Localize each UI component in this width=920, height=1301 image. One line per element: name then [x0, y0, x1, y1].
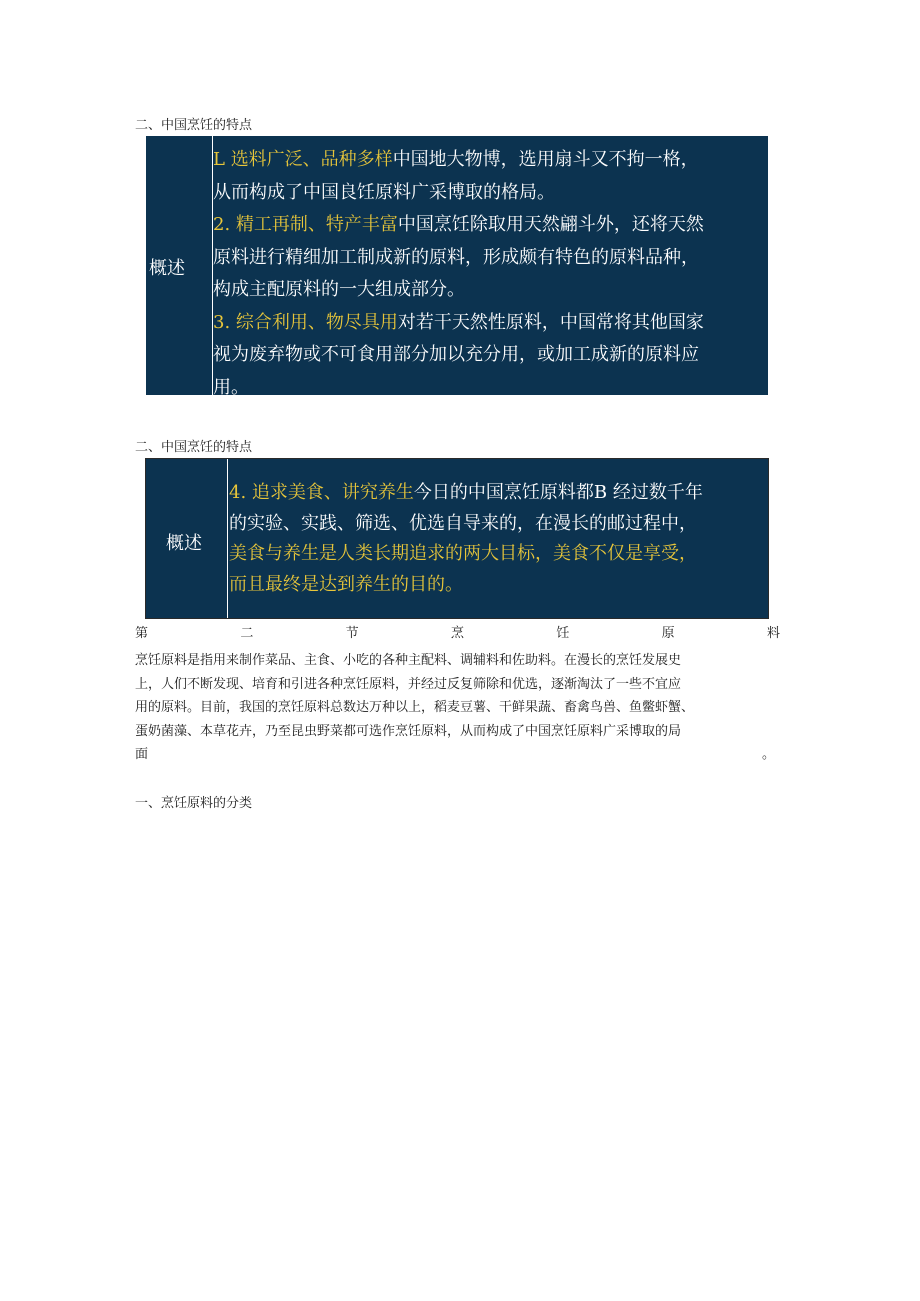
- paragraph-line: 烹饪原料是指用来制作菜品、主食、小吃的各种主配料、调辅料和佐助料。在漫长的烹饪发展史: [135, 653, 682, 668]
- section-title: [135, 624, 780, 643]
- section-title-char: 节: [345, 626, 359, 641]
- panel-side-label: 概述: [166, 533, 202, 554]
- panel-line: [213, 274, 704, 307]
- item-text: 中国烹饪除取用天然翩斗外，还将天然: [397, 214, 704, 235]
- item-inline-letter: B: [593, 482, 613, 503]
- section-heading-1: 二、中国烹饪的特点: [135, 118, 253, 133]
- item-text: 构成主配原料的一大组成部分。: [213, 279, 465, 300]
- item-highlight: 精工再制、特产丰富: [235, 214, 398, 235]
- body-paragraph: [135, 649, 785, 767]
- panel-line: [213, 242, 704, 275]
- panel-line: [213, 209, 704, 242]
- overview-panel-2: [145, 458, 769, 619]
- item-text: 视为废弃物或不可食用部分加以充分用，或加工成新的原料应: [213, 344, 699, 365]
- item-text: 原料进行精细加工制成新的原料，形成颇有特色的原料品种，: [213, 246, 699, 268]
- item-number: L: [213, 149, 231, 170]
- section-title-char: 料: [766, 626, 780, 641]
- panel-line: [229, 509, 703, 540]
- item-highlight: 美食与养生是人类长期追求的两大目标，美食不仅是享受，: [229, 543, 697, 564]
- paragraph-line: 上，人们不断发现、培育和引进各种烹饪原料，并经过反复筛除和优选，逐渐淘汰了一些不宜应: [135, 676, 682, 692]
- item-number: 2.: [213, 214, 236, 235]
- paragraph-last-word: 面: [135, 747, 149, 762]
- paragraph-last-line: [135, 743, 775, 767]
- panel-side-label: 概述: [149, 258, 185, 279]
- item-text: 对若干天然性原料，中国常将其他国家: [397, 311, 704, 333]
- item-text: 的实验、实践、筛选、优选自导来的，在漫长的邮过程中，: [229, 512, 697, 534]
- panel-line: [213, 177, 704, 210]
- item-number: 4.: [229, 482, 252, 503]
- item-text: 经过数千年: [612, 482, 703, 503]
- paragraph-line: 用的原料。目前，我国的烹饪原料总数达万种以上，稻麦豆薯、干鲜果蔬、畜禽鸟兽、鱼鳖虾蟹、: [135, 700, 695, 715]
- section-title-char: 烹: [450, 626, 464, 641]
- item-text: 用。: [213, 376, 249, 398]
- panel-line: [213, 339, 704, 372]
- section-title-char: 第: [135, 626, 149, 641]
- section-title-char: 原: [661, 626, 675, 641]
- item-text: 今日的中国烹饪原料都: [413, 482, 594, 503]
- panel-body: [229, 478, 703, 600]
- section-heading-2: 二、中国烹饪的特点: [135, 440, 253, 455]
- overview-panel-1: [146, 136, 768, 398]
- panel-line: [229, 570, 703, 601]
- paragraph-line: 蛋奶菌藻、本草花卉，乃至昆虫野菜都可选作烹饪原料，从而构成了中国烹饪原料广采博取的局: [135, 723, 682, 739]
- section-heading-3: 一、烹饪原料的分类: [135, 796, 253, 811]
- item-highlight: 综合利用、物尽具用: [235, 311, 398, 333]
- paragraph-end-punct: 。: [761, 747, 775, 762]
- item-text: 中国地大物博，选用扇斗又不拘一格，: [392, 149, 699, 170]
- panel-line: [213, 307, 704, 340]
- item-number: 3.: [213, 311, 236, 333]
- section-title-char: 饪: [556, 626, 570, 641]
- section-title-char: 二: [240, 626, 254, 641]
- item-text: 从而构成了中国良饪原料广采博取的格局。: [213, 181, 555, 203]
- item-highlight: 而且最终是达到养生的目的。: [229, 573, 463, 595]
- item-highlight: 选料广泛、品种多样: [230, 149, 393, 170]
- panel-body: [213, 144, 704, 404]
- panel-line: [213, 372, 704, 405]
- item-highlight: 追求美食、讲究养生: [251, 482, 414, 503]
- panel-line: [229, 539, 703, 570]
- panel-line: [229, 478, 703, 509]
- panel-line: [213, 144, 704, 177]
